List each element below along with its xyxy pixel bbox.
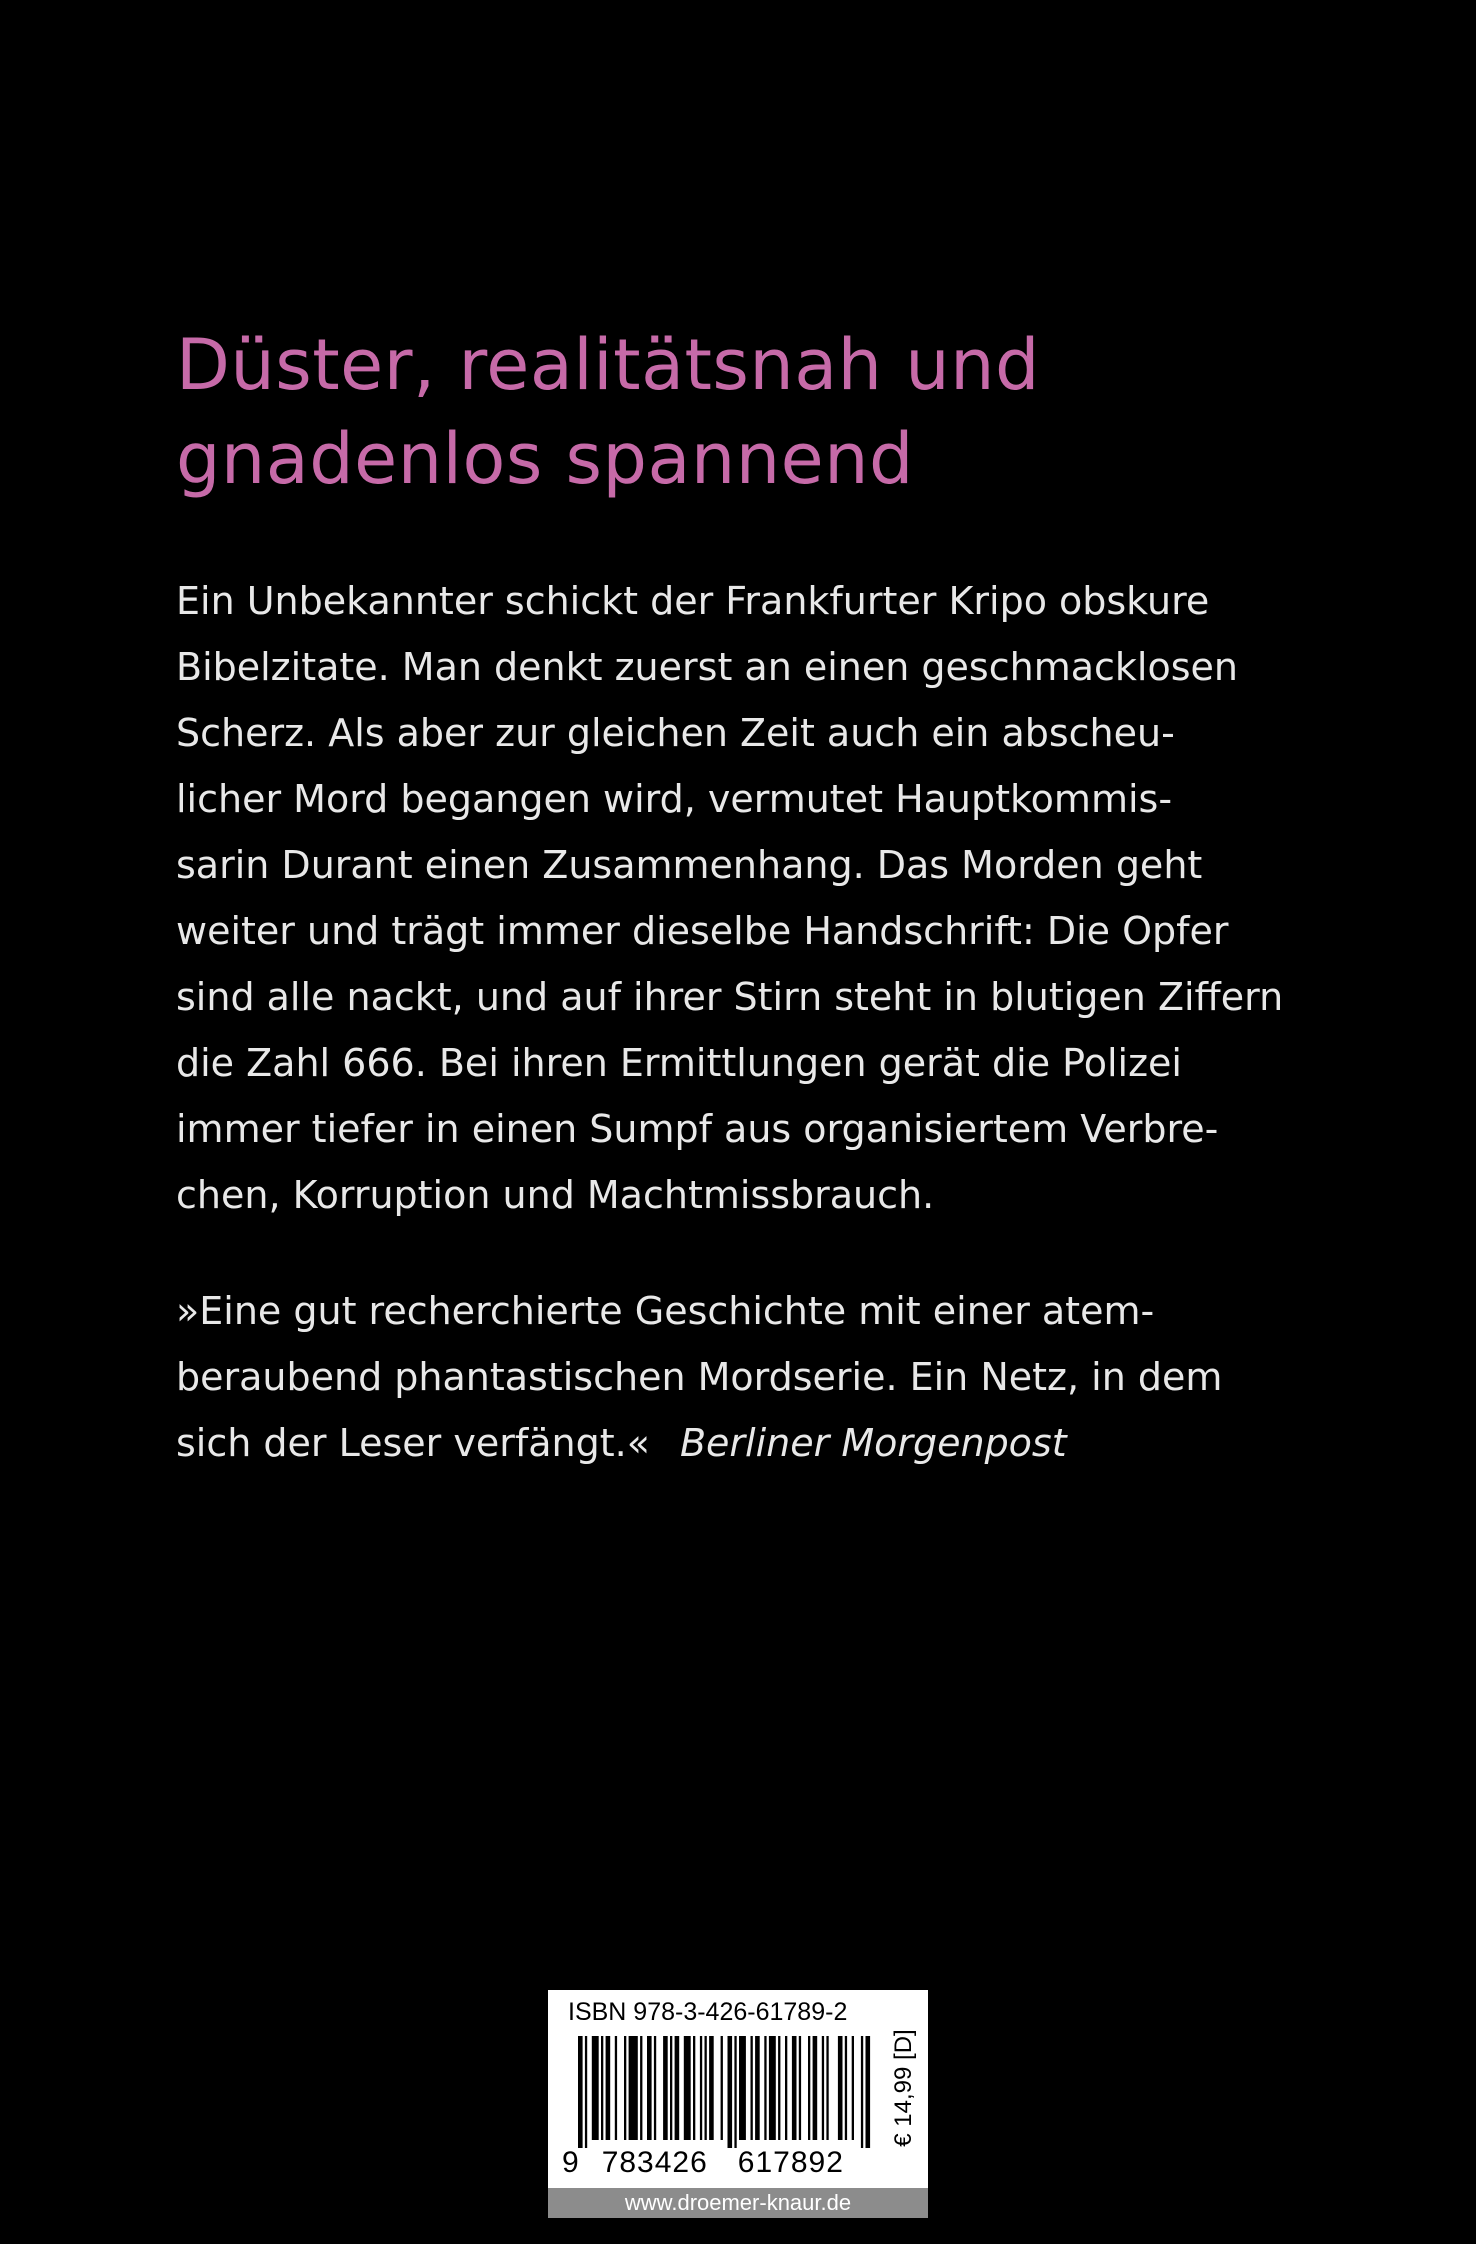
barcode-bar — [764, 2036, 766, 2140]
barcode-bar — [785, 2036, 787, 2140]
blurb-line: die Zahl 666. Bei ihren Ermittlungen gerät die Polizei — [176, 1041, 1182, 1085]
headline — [176, 318, 1326, 506]
blurb-line: Bibelzitate. Man denkt zuerst an einen geschmacklosen — [176, 645, 1238, 689]
barcode-bar — [838, 2036, 843, 2140]
blurb-line: licher Mord begangen wird, vermutet Hauptkommis- — [176, 777, 1173, 821]
barcode-bar — [739, 2036, 746, 2140]
quote-line: sich der Leser verfängt.« — [176, 1421, 650, 1465]
barcode-bar — [684, 2036, 691, 2140]
blurb-line: weiter und trägt immer dieselbe Handschrift: Die Opfer — [176, 909, 1229, 953]
barcode-bar — [578, 2036, 583, 2148]
barcode-bar — [592, 2036, 599, 2140]
quote-last-line — [176, 1410, 1376, 1476]
press-quote — [176, 1278, 1376, 1476]
barcode-bar — [845, 2036, 847, 2140]
barcode-bar — [693, 2036, 695, 2140]
quote-source: Berliner Morgenpost — [679, 1421, 1067, 1465]
barcode-image — [578, 2036, 888, 2148]
price-label — [886, 1998, 922, 2178]
barcode-digits-right: 617892 — [737, 2146, 844, 2179]
barcode-bar — [670, 2036, 672, 2140]
barcode-bar — [647, 2036, 652, 2140]
barcode-bar — [640, 2036, 642, 2140]
barcode-bar — [799, 2036, 801, 2140]
barcode-bar — [606, 2036, 611, 2140]
barcode-bar — [861, 2036, 863, 2148]
barcode-bar — [822, 2036, 824, 2140]
barcode-bar — [755, 2036, 760, 2140]
barcode-bar — [792, 2036, 797, 2140]
barcode-bar — [852, 2036, 854, 2140]
barcode-bar — [721, 2036, 723, 2140]
barcode-bar — [709, 2036, 714, 2140]
blurb-text — [176, 568, 1376, 1228]
blurb-line: chen, Korruption und Machtmissbrauch. — [176, 1173, 935, 1217]
blurb-line: Scherz. Als aber zur gleichen Zeit auch ein abscheu- — [176, 711, 1175, 755]
barcode-bar — [826, 2036, 828, 2140]
barcode-digit-first: 9 — [562, 2146, 580, 2179]
barcode-digits — [562, 2146, 844, 2180]
barcode-bar — [700, 2036, 702, 2140]
barcode-bar — [654, 2036, 656, 2140]
barcode-bar — [663, 2036, 668, 2140]
barcode-bar — [751, 2036, 753, 2140]
quote-line: beraubend phantastischen Mordserie. Ein Netz, in dem — [176, 1355, 1223, 1399]
barcode-bar — [728, 2036, 733, 2148]
blurb-line: sind alle nackt, und auf ihrer Stirn steht in blutigen Ziffern — [176, 975, 1284, 1019]
blurb-line: immer tiefer in einen Sumpf aus organisiertem Verbre- — [176, 1107, 1219, 1151]
barcode-bar — [601, 2036, 603, 2140]
barcode-bar — [675, 2036, 680, 2140]
blurb-line: Ein Unbekannter schickt der Frankfurter Kripo obskure — [176, 579, 1210, 623]
isbn-label: ISBN 978-3-426-61789-2 — [568, 1998, 848, 2026]
barcode-bar — [808, 2036, 810, 2140]
barcode-bar — [778, 2036, 780, 2140]
publisher-url: www.droemer-knaur.de — [548, 2188, 928, 2218]
barcode-bar — [615, 2036, 617, 2140]
quote-line: »Eine gut recherchierte Geschichte mit einer atem- — [176, 1289, 1155, 1333]
barcode-bar — [813, 2036, 818, 2140]
barcode-bar — [705, 2036, 707, 2140]
blurb-line: sarin Durant einen Zusammenhang. Das Morden geht — [176, 843, 1203, 887]
barcode-bar — [629, 2036, 638, 2140]
barcode-bar — [585, 2036, 587, 2148]
price-text: € 14,99 [D] — [890, 2029, 917, 2147]
barcode-bar — [734, 2036, 736, 2148]
barcode-bar — [866, 2036, 871, 2148]
headline-line-2: gnadenlos spannend — [176, 418, 914, 500]
headline-line-1: Düster, realitätsnah und — [176, 324, 1040, 406]
barcode-digits-left: 783426 — [601, 2146, 708, 2179]
barcode-panel — [548, 1990, 928, 2188]
barcode-bar — [769, 2036, 776, 2140]
barcode-bar — [624, 2036, 626, 2140]
